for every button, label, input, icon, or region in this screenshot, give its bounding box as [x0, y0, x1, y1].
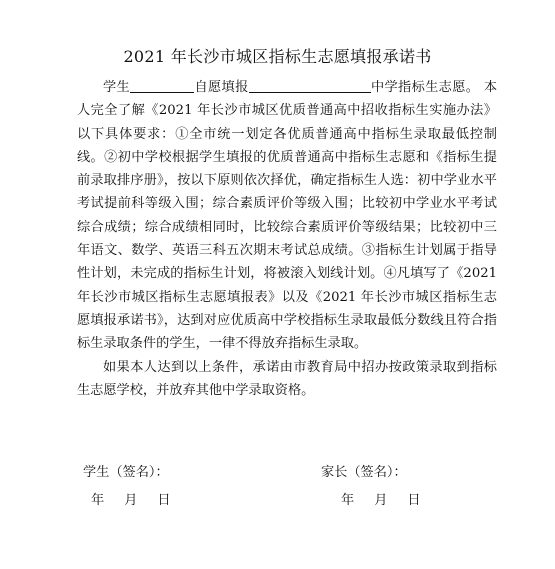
document-body [77, 76, 497, 402]
year-label: 年 [91, 493, 105, 508]
month-label: 月 [374, 493, 388, 508]
parent-signature-label: 家长（签名）： [321, 465, 407, 480]
day-label: 日 [157, 493, 171, 508]
student-label: 学生 [103, 80, 131, 95]
school-name-blank[interactable] [249, 78, 371, 93]
month-label: 月 [124, 493, 138, 508]
pledge-paragraph: 如果本人达到以上条件，承诺由市教育局中招办按政策录取到指标生志愿学校，并放弃其他中学录取资格。 [77, 359, 497, 398]
voluntary-text: 自愿填报 [194, 80, 249, 95]
intro-paragraph [77, 76, 497, 356]
year-label: 年 [341, 493, 355, 508]
student-date-line [91, 489, 191, 508]
student-signature-label: 学生（签名）： [83, 465, 169, 480]
parent-date-line [341, 489, 441, 508]
document-title: 2021 年长沙市城区指标生志愿填报承诺书 [123, 46, 432, 66]
day-label: 日 [407, 493, 421, 508]
requirements-text: 中学指标生志愿。 本人完全了解《2021 年长沙市城区优质普通高中招收指标生实施办法》以下具体要求：①全市统一划定各优质普通高中指标生录取最低控制线。②初中学校根据学生填报的优质普通高中指标生志愿和《指标生提前录取排序册》，按以下原则依次择优，确定指标生人选：初中学业水平考试提前科等级入围；综合素质评价等级入围；比较初中学业水平考试综合成绩；综合成绩相同时，比较综合素质评价等级结果；比较初中三年语文、数学、英语三科五次期末考试总成绩。③指标生计划属于指导性计划，未完成的指标生计划，将被滚入划线计划。④凡填写了《2021 年长沙市城区指标生志愿填报表》以及《2021 年长沙市城区指标生志愿填报承诺书》，达到对应优质高中学校指标生录取最低分数线且符合指标生录取条件的学生，一律不得放弃指标生录取。 [77, 80, 498, 352]
student-name-blank[interactable] [130, 78, 194, 93]
